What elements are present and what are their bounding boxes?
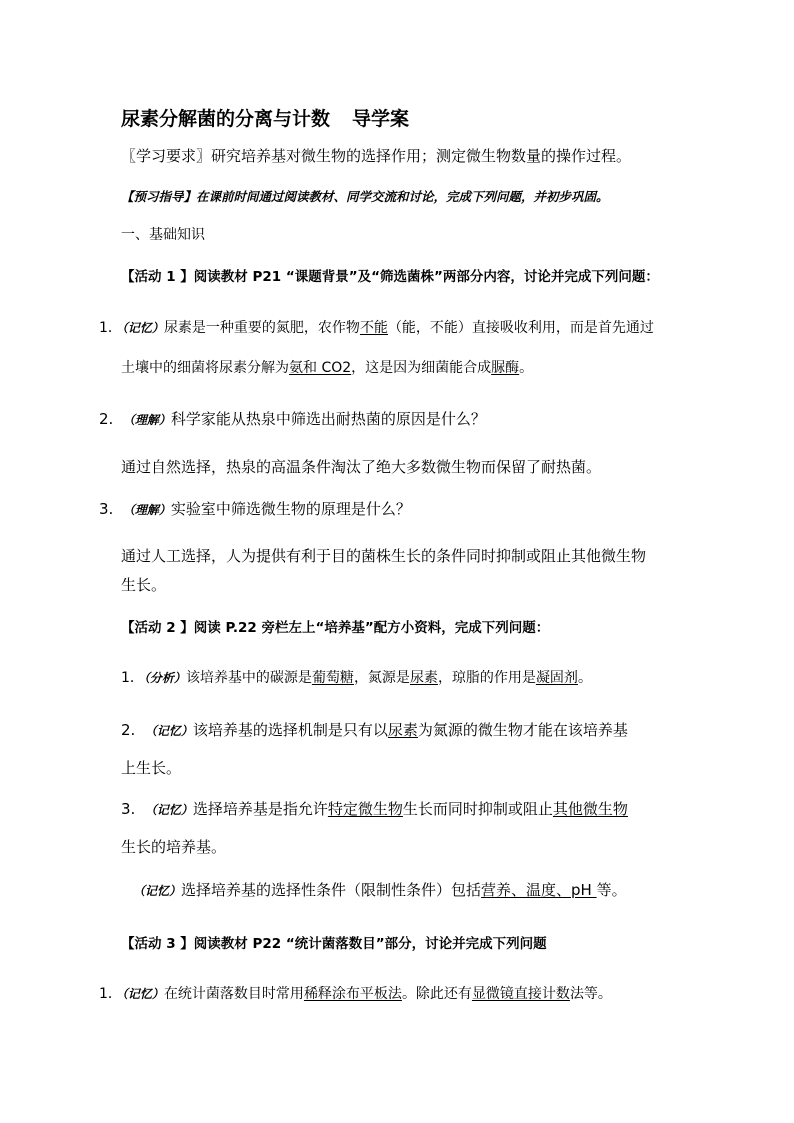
tag-memory: （记忆）	[144, 803, 193, 817]
activity2-q3-line2: 生长的培养基。	[121, 838, 227, 856]
activity1-q3-question: 3. （理解）实验室中筛选微生物的原理是什么？	[99, 500, 411, 518]
tag-memory: （记忆）	[121, 321, 164, 335]
answer-blank: 其他微生物	[552, 800, 628, 818]
tag-understanding: （理解）	[122, 413, 171, 427]
activity1-q1-line1: 1．（记忆）尿素是一种重要的氮肥，农作物不能（能，不能）直接吸收利用，而是首先通过	[99, 320, 654, 336]
answer-blank: 尿素	[387, 721, 418, 739]
activity1-q2-question: 2. （理解）科学家能从热泉中筛选出耐热菌的原因是什么？	[99, 410, 486, 428]
activity2-q2-line2: 上生长。	[121, 759, 182, 777]
page-title	[121, 104, 409, 131]
answer-blank: 氨和 CO2	[289, 360, 352, 376]
answer-blank: 营养、温度、pH	[481, 881, 597, 899]
activity1-q1-line2: 土壤中的细菌将尿素分解为氨和 CO2，这是因为细菌能合成脲酶。	[121, 360, 534, 376]
activity2-q3-line1: 3. （记忆）选择培养基是指允许特定微生物生长而同时抑制或阻止其他微生物	[121, 800, 628, 818]
answer-blank: 稀释涂布平板法	[303, 986, 402, 1002]
answer-blank: 尿素	[409, 670, 438, 686]
tag-analysis: （分析）	[143, 671, 186, 685]
tag-memory: （记忆）	[144, 724, 193, 738]
activity2-heading: 【活动 2 】阅读 P.22 旁栏左上“培养基”配方小资料，完成下列问题：	[121, 620, 550, 636]
activity2-q1: 1．（分析）该培养基中的碳源是葡萄糖，氮源是尿素，琼脂的作用是凝固剂。	[121, 670, 592, 686]
activity2-q4: （记忆）选择培养基的选择性条件（限制性条件）包括营养、温度、pH 等。	[133, 881, 627, 899]
preview-guide: 【预习指导】在课前时间通过阅读教材、同学交流和讨论，完成下列问题，并初步巩固。	[121, 189, 609, 204]
activity1-q3-answer-line2: 生长。	[121, 576, 167, 594]
answer-blank: 凝固剂	[535, 670, 578, 686]
activity1-q2-answer: 通过自然选择，热泉的高温条件淘汰了绝大多数微生物而保留了耐热菌。	[121, 458, 602, 476]
tag-memory: （记忆）	[121, 987, 164, 1001]
tag-understanding: （理解）	[122, 503, 171, 517]
activity1-heading: 【活动 1 】阅读教材 P21 “课题背景”及“筛选菌株”两部分内容，讨论并完成下列问题：	[121, 269, 659, 285]
learning-requirement: 〖学习要求〗研究培养基对微生物的选择作用；测定微生物数量的操作过程。	[121, 147, 632, 165]
title-sub: 导学案	[352, 108, 410, 130]
activity2-q2-line1: 2. （记忆）该培养基的选择机制是只有以尿素为氮源的微生物才能在该培养基	[121, 721, 628, 739]
tag-memory: （记忆）	[133, 884, 182, 898]
activity1-q3-answer-line1: 通过人工选择，人为提供有利于目的菌株生长的条件同时抑制或阻止其他微生物	[121, 547, 647, 565]
title-main: 尿素分解菌的分离与计数	[121, 108, 331, 130]
answer-blank: 葡萄糖	[311, 670, 354, 686]
answer-blank: 脲酶	[491, 360, 520, 376]
section-basic-knowledge: 一、基础知识	[121, 227, 205, 243]
answer-blank: 显微镜直接计数	[471, 986, 570, 1002]
activity3-heading: 【活动 3 】阅读教材 P22 “统计菌落数目”部分，讨论并完成下列问题	[121, 936, 547, 952]
answer-blank: 特定微生物	[327, 800, 403, 818]
answer-blank: 不能	[359, 320, 388, 336]
activity3-q1: 1．（记忆）在统计菌落数目时常用稀释涂布平板法。除此还有显微镜直接计数法等。	[99, 986, 612, 1002]
